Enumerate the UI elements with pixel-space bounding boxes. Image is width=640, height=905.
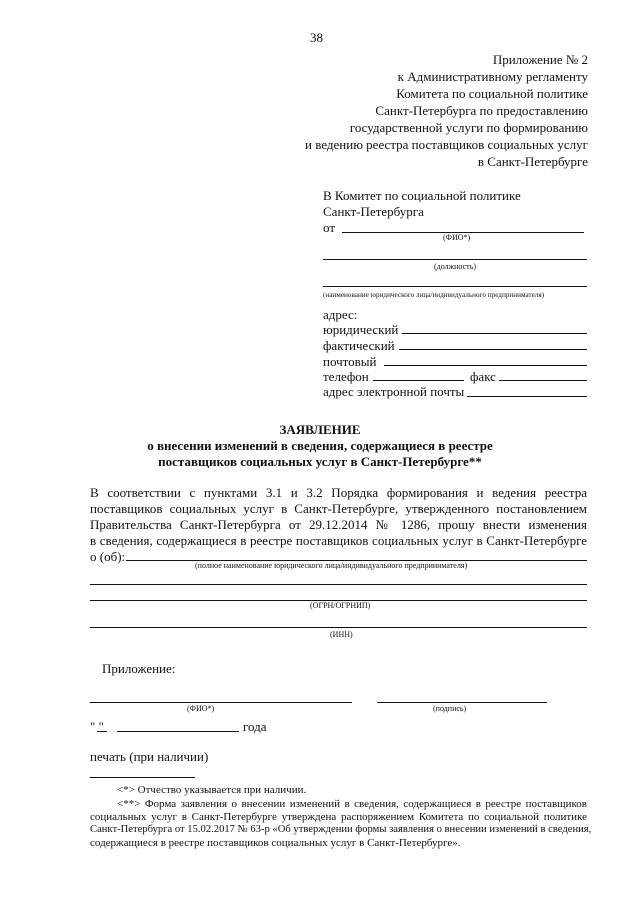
date-quotes: " " [90, 719, 104, 734]
footnote-separator [90, 777, 195, 778]
postal-address-label: почтовый [323, 354, 377, 369]
address-label: адрес: [323, 307, 358, 322]
inn-caption: (ИНН) [330, 630, 353, 639]
actual-address-label: фактический [323, 338, 395, 353]
footnote: социальных услуг в Санкт-Петербурге утверждена распоряжением Комитета по социальной политике [90, 811, 587, 823]
full-name-field-continued[interactable] [90, 584, 587, 585]
title-sub: о внесении изменений в сведения, содержащиеся в реестре [147, 438, 493, 453]
organization-field[interactable] [323, 286, 587, 287]
appendix-line: в Санкт-Петербурге [477, 154, 588, 169]
footnote: содержащиеся в реестре поставщиков социальных услуг в Санкт-Петербурге». [90, 837, 461, 849]
from-label: от [323, 220, 336, 235]
appendix-line: и ведению реестра поставщиков социальных услуг [305, 137, 588, 152]
fax-label: факс [470, 369, 496, 384]
title-sub: поставщиков социальных услуг в Санкт-Петербурге** [158, 454, 482, 469]
phone-label: телефон [323, 369, 369, 384]
phone-field[interactable] [373, 380, 464, 381]
footnote: Санкт-Петербурга от 15.02.2017 № 63-р «Об утверждении формы заявления о внесении изменений в сведения, [90, 824, 592, 835]
appendix-line: Комитета по социальной политике [396, 86, 588, 101]
seal-label: печать (при наличии) [90, 749, 209, 764]
appendix-line: Санкт-Петербурга по предоставлению [375, 103, 588, 118]
date-month-field[interactable] [117, 731, 239, 732]
signer-fio-field[interactable] [90, 702, 352, 703]
position-field[interactable] [323, 259, 587, 260]
legal-address-field[interactable] [402, 333, 587, 334]
title-heading: ЗАЯВЛЕНИЕ [279, 422, 361, 437]
body-line: Правительства Санкт-Петербурга от 29.12.2014 № 1286, прошу внести изменения [90, 517, 587, 532]
body-line: в сведения, содержащиеся в реестре поставщиков социальных услуг в Санкт-Петербурге [90, 533, 587, 548]
addressee-line: В Комитет по социальной политике [323, 188, 521, 203]
appendix-line: Приложение № 2 [492, 52, 588, 67]
organization-caption: (наименование юридического лица/индивидуального предпринимателя) [323, 291, 545, 299]
addressee-line: Санкт-Петербурга [323, 204, 424, 219]
body-line: поставщиков социальных услуг в Санкт-Петербурге, утвержденного постановлением [90, 501, 587, 516]
fio-caption: (ФИО*) [443, 233, 471, 242]
signature-field[interactable] [377, 702, 547, 703]
signature-caption: (подпись) [433, 704, 467, 713]
ogrn-caption: (ОГРН/ОГРНИП) [310, 601, 371, 610]
attachment-label: Приложение: [102, 661, 176, 676]
fax-field[interactable] [499, 380, 587, 381]
email-field[interactable] [467, 396, 587, 397]
page-number: 38 [310, 30, 323, 45]
about-label: о (об): [90, 549, 126, 564]
footnote: <**> Форма заявления о внесении изменений в сведения, содержащиеся в реестре поставщиков [117, 798, 587, 810]
year-label: года [243, 719, 267, 734]
appendix-line: государственной услуги по формированию [349, 120, 588, 135]
legal-address-label: юридический [323, 322, 399, 337]
actual-address-field[interactable] [399, 349, 587, 350]
footnote: <*> Отчество указывается при наличии. [117, 784, 307, 796]
full-name-caption: (полное наименование юридического лица/индивидуального предпринимателя) [195, 561, 468, 570]
postal-address-field[interactable] [384, 365, 587, 366]
appendix-line: к Административному регламенту [397, 69, 588, 84]
inn-field[interactable] [90, 627, 587, 628]
position-caption: (должность) [434, 262, 476, 271]
signer-fio-caption: (ФИО*) [187, 704, 215, 713]
email-label: адрес электронной почты [323, 384, 465, 399]
body-line: В соответствии с пунктами 3.1 и 3.2 Порядка формирования и ведения реестра [90, 485, 587, 500]
date-day-field[interactable] [97, 731, 107, 732]
